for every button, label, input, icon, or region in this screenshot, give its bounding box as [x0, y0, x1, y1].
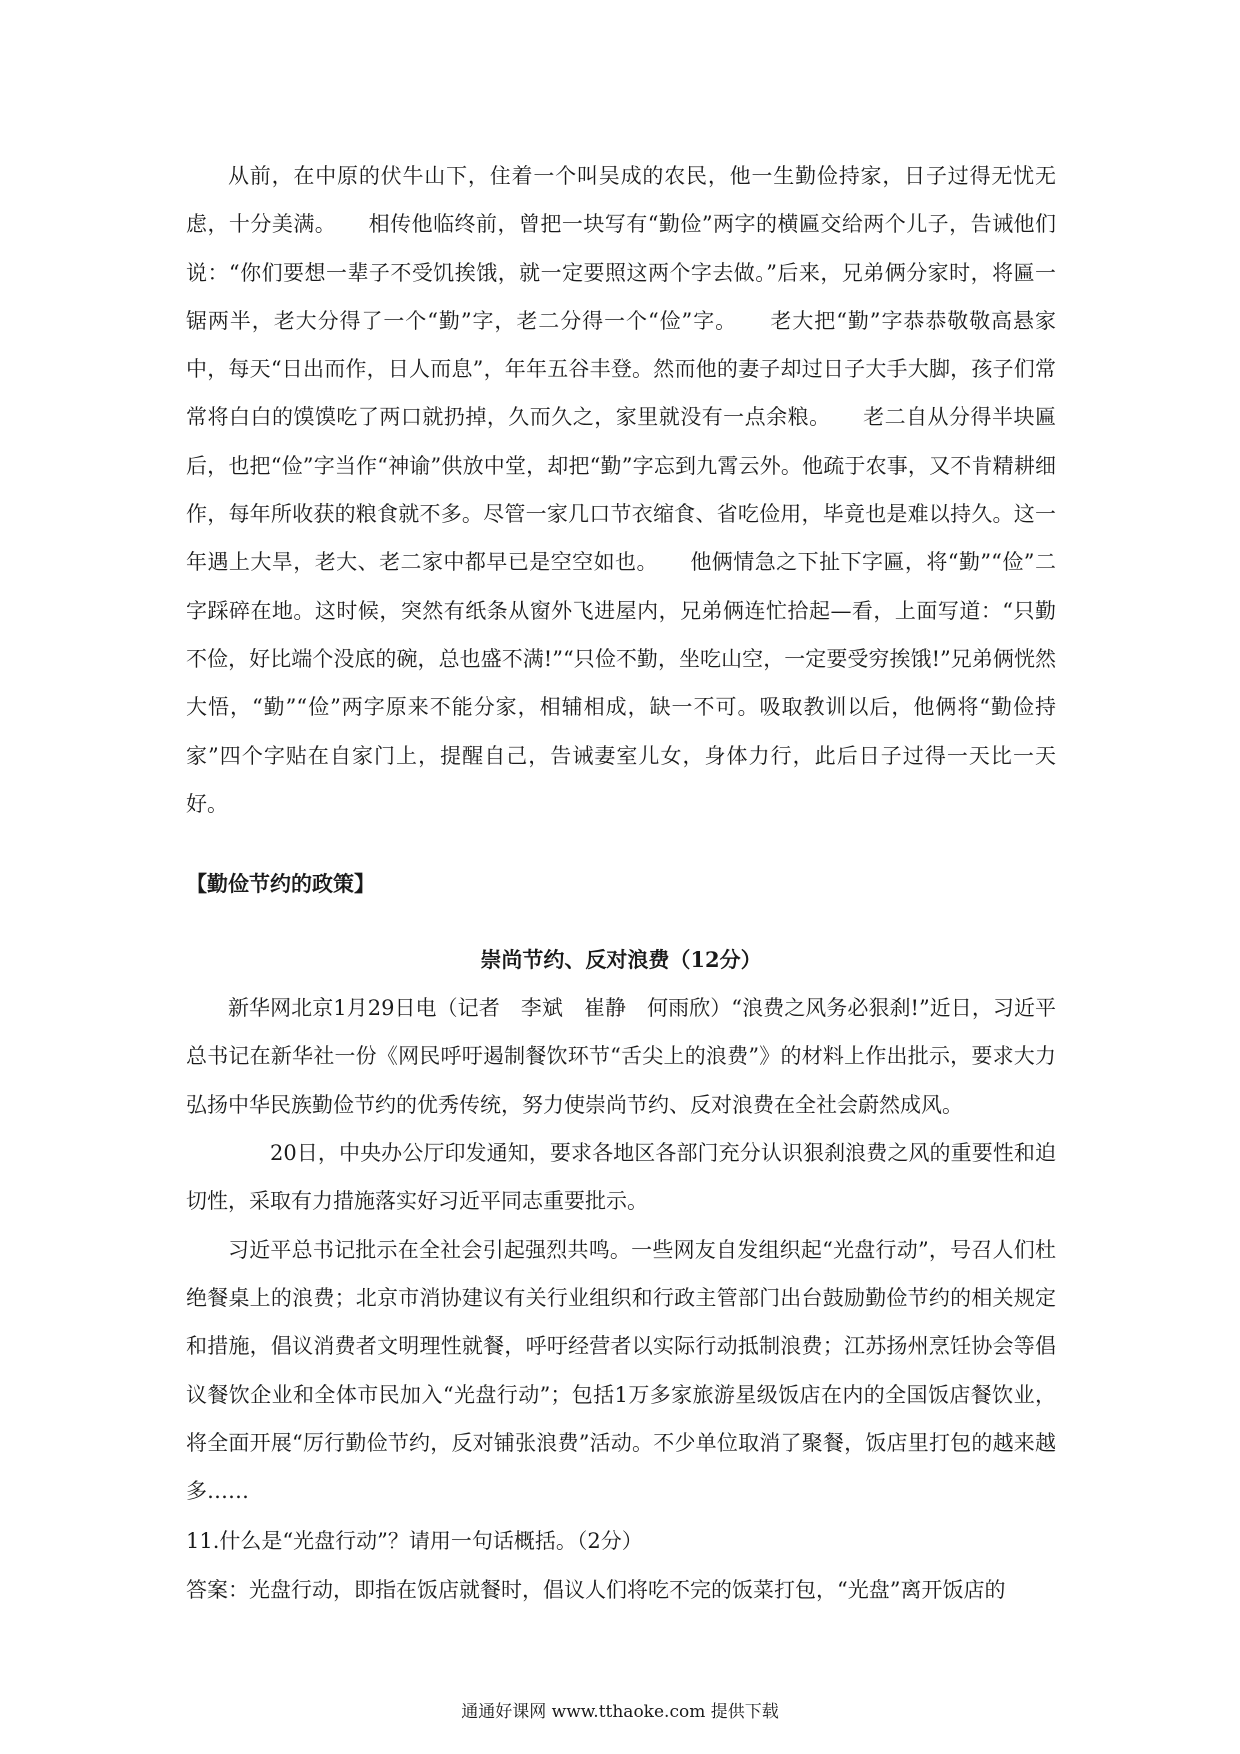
section-heading: 【勤俭节约的政策】 [186, 871, 375, 897]
question-text: 11.什么是“光盘行动”？请用一句话概括。（2分） [186, 1529, 643, 1554]
answer-text: 答案：光盘行动，即指在饭店就餐时，倡议人们将吃不完的饭菜打包，“光盘”离开饭店的 [186, 1577, 1006, 1602]
article-paragraph-2: 20日，中央办公厅印发通知，要求各地区各部门充分认识狠刹浪费之风的重要性和迫切性，采取有力措施落实好习近平同志重要批示。 [186, 1141, 1056, 1214]
page-content [186, 152, 1056, 1614]
story-paragraph: 从前，在中原的伏牛山下，住着一个叫吴成的农民，他一生勤俭持家，日子过得无忧无虑，十分美满。 相传他临终前，曾把一块写有“勤俭”两字的横匾交给两个儿子，告诫他们说：“你们要想一辈子不受饥挨饿，就一定要照这两个字去做。”后来，兄弟俩分家时，将匾一锯两半，老大分得了一个“勤”字，老二分得一个“俭”字。 老大把“勤”字恭恭敬敬高悬家中，每天“日出而作，日人而息”，年年五谷丰登。然而他的妻子却过日子大手大脚，孩子们常常将白白的馍馍吃了两口就扔掉，久而久之，家里就没有一点余粮。 老二自从分得半块匾后，也把“俭”字当作“神谕”供放中堂，却把“勤”字忘到九霄云外。他疏于农事，又不肯精耕细作，每年所收获的粮食就不多。尽管一家几口节衣缩食、省吃俭用，毕竟也是难以持久。这一年遇上大旱，老大、老二家中都早已是空空如也。 他俩情急之下扯下字匾，将“勤”“俭”二字踩碎在地。这时候，突然有纸条从窗外飞进屋内，兄弟俩连忙拾起—看，上面写道：“只勤不俭，好比端个没底的碗，总也盛不满!”“只俭不勤，坐吃山空，一定要受穷挨饿!”兄弟俩恍然大悟，“勤”“俭”两字原来不能分家，相辅相成，缺一不可。吸取教训以后，他俩将“勤俭持家”四个字贴在自家门上，提醒自己，告诫妻室儿女，身体力行，此后日子过得一天比一天好。 [186, 164, 1056, 816]
article-paragraph-3: 习近平总书记批示在全社会引起强烈共鸣。一些网友自发组织起“光盘行动”，号召人们杜绝餐桌上的浪费；北京市消协建议有关行业组织和行政主管部门出台鼓励勤俭节约的相关规定和措施，倡议消费者文明理性就餐，呼吁经营者以实际行动抵制浪费；江苏扬州烹饪协会等倡议餐饮企业和全体市民加入“光盘行动”；包括1万多家旅游星级饭店在内的全国饭店餐饮业，将全面开展“厉行勤俭节约，反对铺张浪费”活动。不少单位取消了聚餐，饭店里打包的越来越多…… [186, 1237, 1056, 1504]
article-paragraph-1: 新华网北京1月29日电（记者 李斌 崔静 何雨欣）“浪费之风务必狠刹!”近日，习近平总书记在新华社一份《网民呼吁遏制餐饮环节“舌尖上的浪费”》的材料上作出批示，要求大力弘扬中华民族勤俭节约的优秀传统，努力使崇尚节约、反对浪费在全社会蔚然成风。 [186, 996, 1056, 1117]
article-title: 崇尚节约、反对浪费（12分） [480, 947, 762, 973]
page-footer: 通通好课网 www.tthaoke.com 提供下载 [461, 1702, 779, 1722]
